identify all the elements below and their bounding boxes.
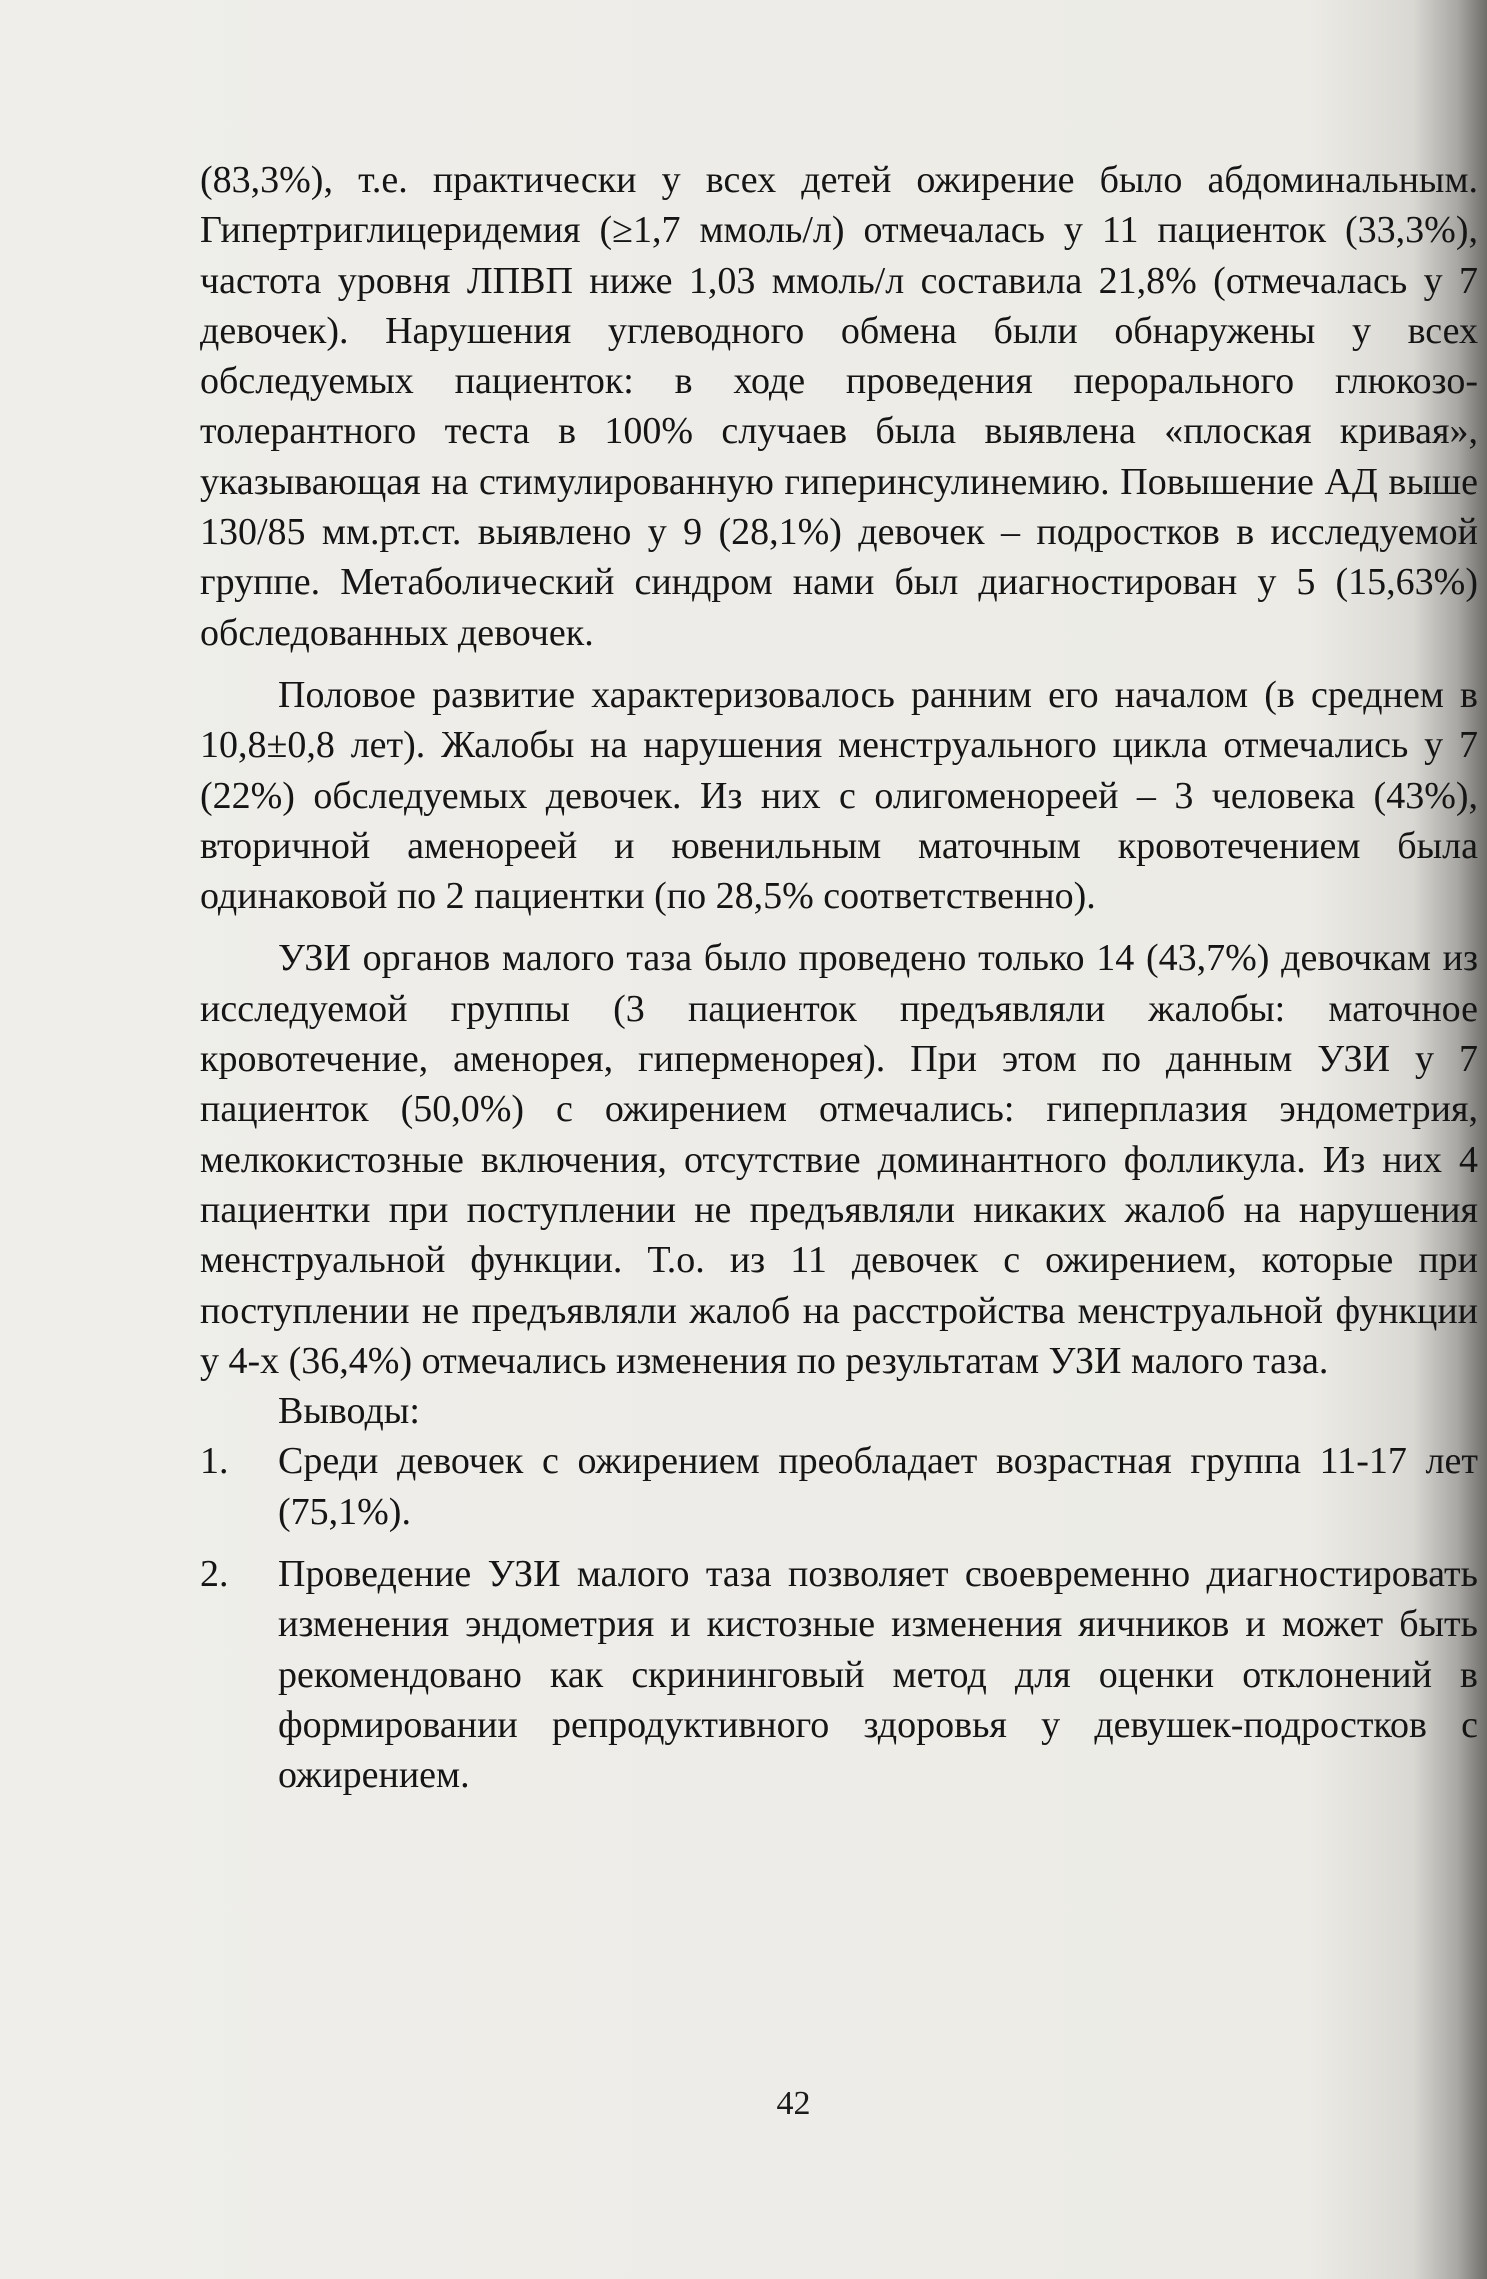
conclusions-heading: Выводы:	[278, 1390, 420, 1433]
paragraph-ultrasound-results: УЗИ органов малого таза было проведено только 14 (43,7%) девочкам из исследуемой группы (3 пациенток предъявляли жалобы: маточное кровотечение, аменорея, гиперменорея). При этом по данным УЗИ у 7 пациенток (50,0%) с ожирением отмечались: гиперплазия эндометрия, мелкокистозные включения, отсутствие доминантного фолликула. Из них 4 пациентки при поступлении не предъявляли никаких жалоб на нарушения менструальной функции. Т.о. из 11 девочек с ожирением, которые при поступлении не предъявляли жалоб на расстройства менструальной функции у 4-х (36,4%) отмечались изменения по результатам УЗИ малого таза.	[200, 937, 1478, 1382]
conclusion-item	[200, 1436, 1478, 1537]
conclusion-number: 2.	[200, 1553, 229, 1596]
conclusion-text: Проведение УЗИ малого таза позволяет своевременно диагностировать изменения эндометрия и кистозные изменения яичников и может быть рекомендовано как скрининговый метод для оценки отклонений в формировании репродуктивного здоровья у девушек-подростков с ожирением.	[278, 1553, 1478, 1797]
conclusion-item	[200, 1549, 1478, 1800]
paragraph-metabolic-findings: (83,3%), т.е. практически у всех детей ожирение было абдоминальным. Гипертриглицеридемия (≥1,7 ммоль/л) отмечалась у 11 пациенток (33,3%), частота уровня ЛПВП ниже 1,03 ммоль/л составила 21,8% (отмечалась у 7 девочек). Нарушения углеводного обмена были обнаружены у всех обследуемых пациенток: в ходе проведения перорального глюкозо-толерантного теста в 100% случаев была выявлена «плоская кривая», указывающая на стимулированную гиперинсулинемию. Повышение АД выше 130/85 мм.рт.ст. выявлено у 9 (28,1%) девочек – подростков в исследуемой группе. Метаболический синдром нами был диагностирован у 5 (15,63%) обследованных девочек.	[200, 159, 1478, 654]
conclusion-text: Среди девочек с ожирением преобладает возрастная группа 11-17 лет (75,1%).	[278, 1440, 1478, 1533]
conclusions-list	[200, 1436, 1478, 1800]
conclusion-number: 1.	[200, 1440, 229, 1483]
paragraph-sexual-development: Половое развитие характеризовалось ранним его началом (в среднем в 10,8±0,8 лет). Жалобы на нарушения менструального цикла отмечались у 7 (22%) обследуемых девочек. Из них с олигоменореей – 3 человека (43%), вторичной аменореей и ювенильным маточным кровотечением была одинаковой по 2 пациентки (по 28,5% соответственно).	[200, 673, 1478, 918]
page-body	[200, 155, 1478, 1801]
page-number	[0, 2085, 1487, 2123]
page-number-value: 42	[776, 2085, 811, 2122]
